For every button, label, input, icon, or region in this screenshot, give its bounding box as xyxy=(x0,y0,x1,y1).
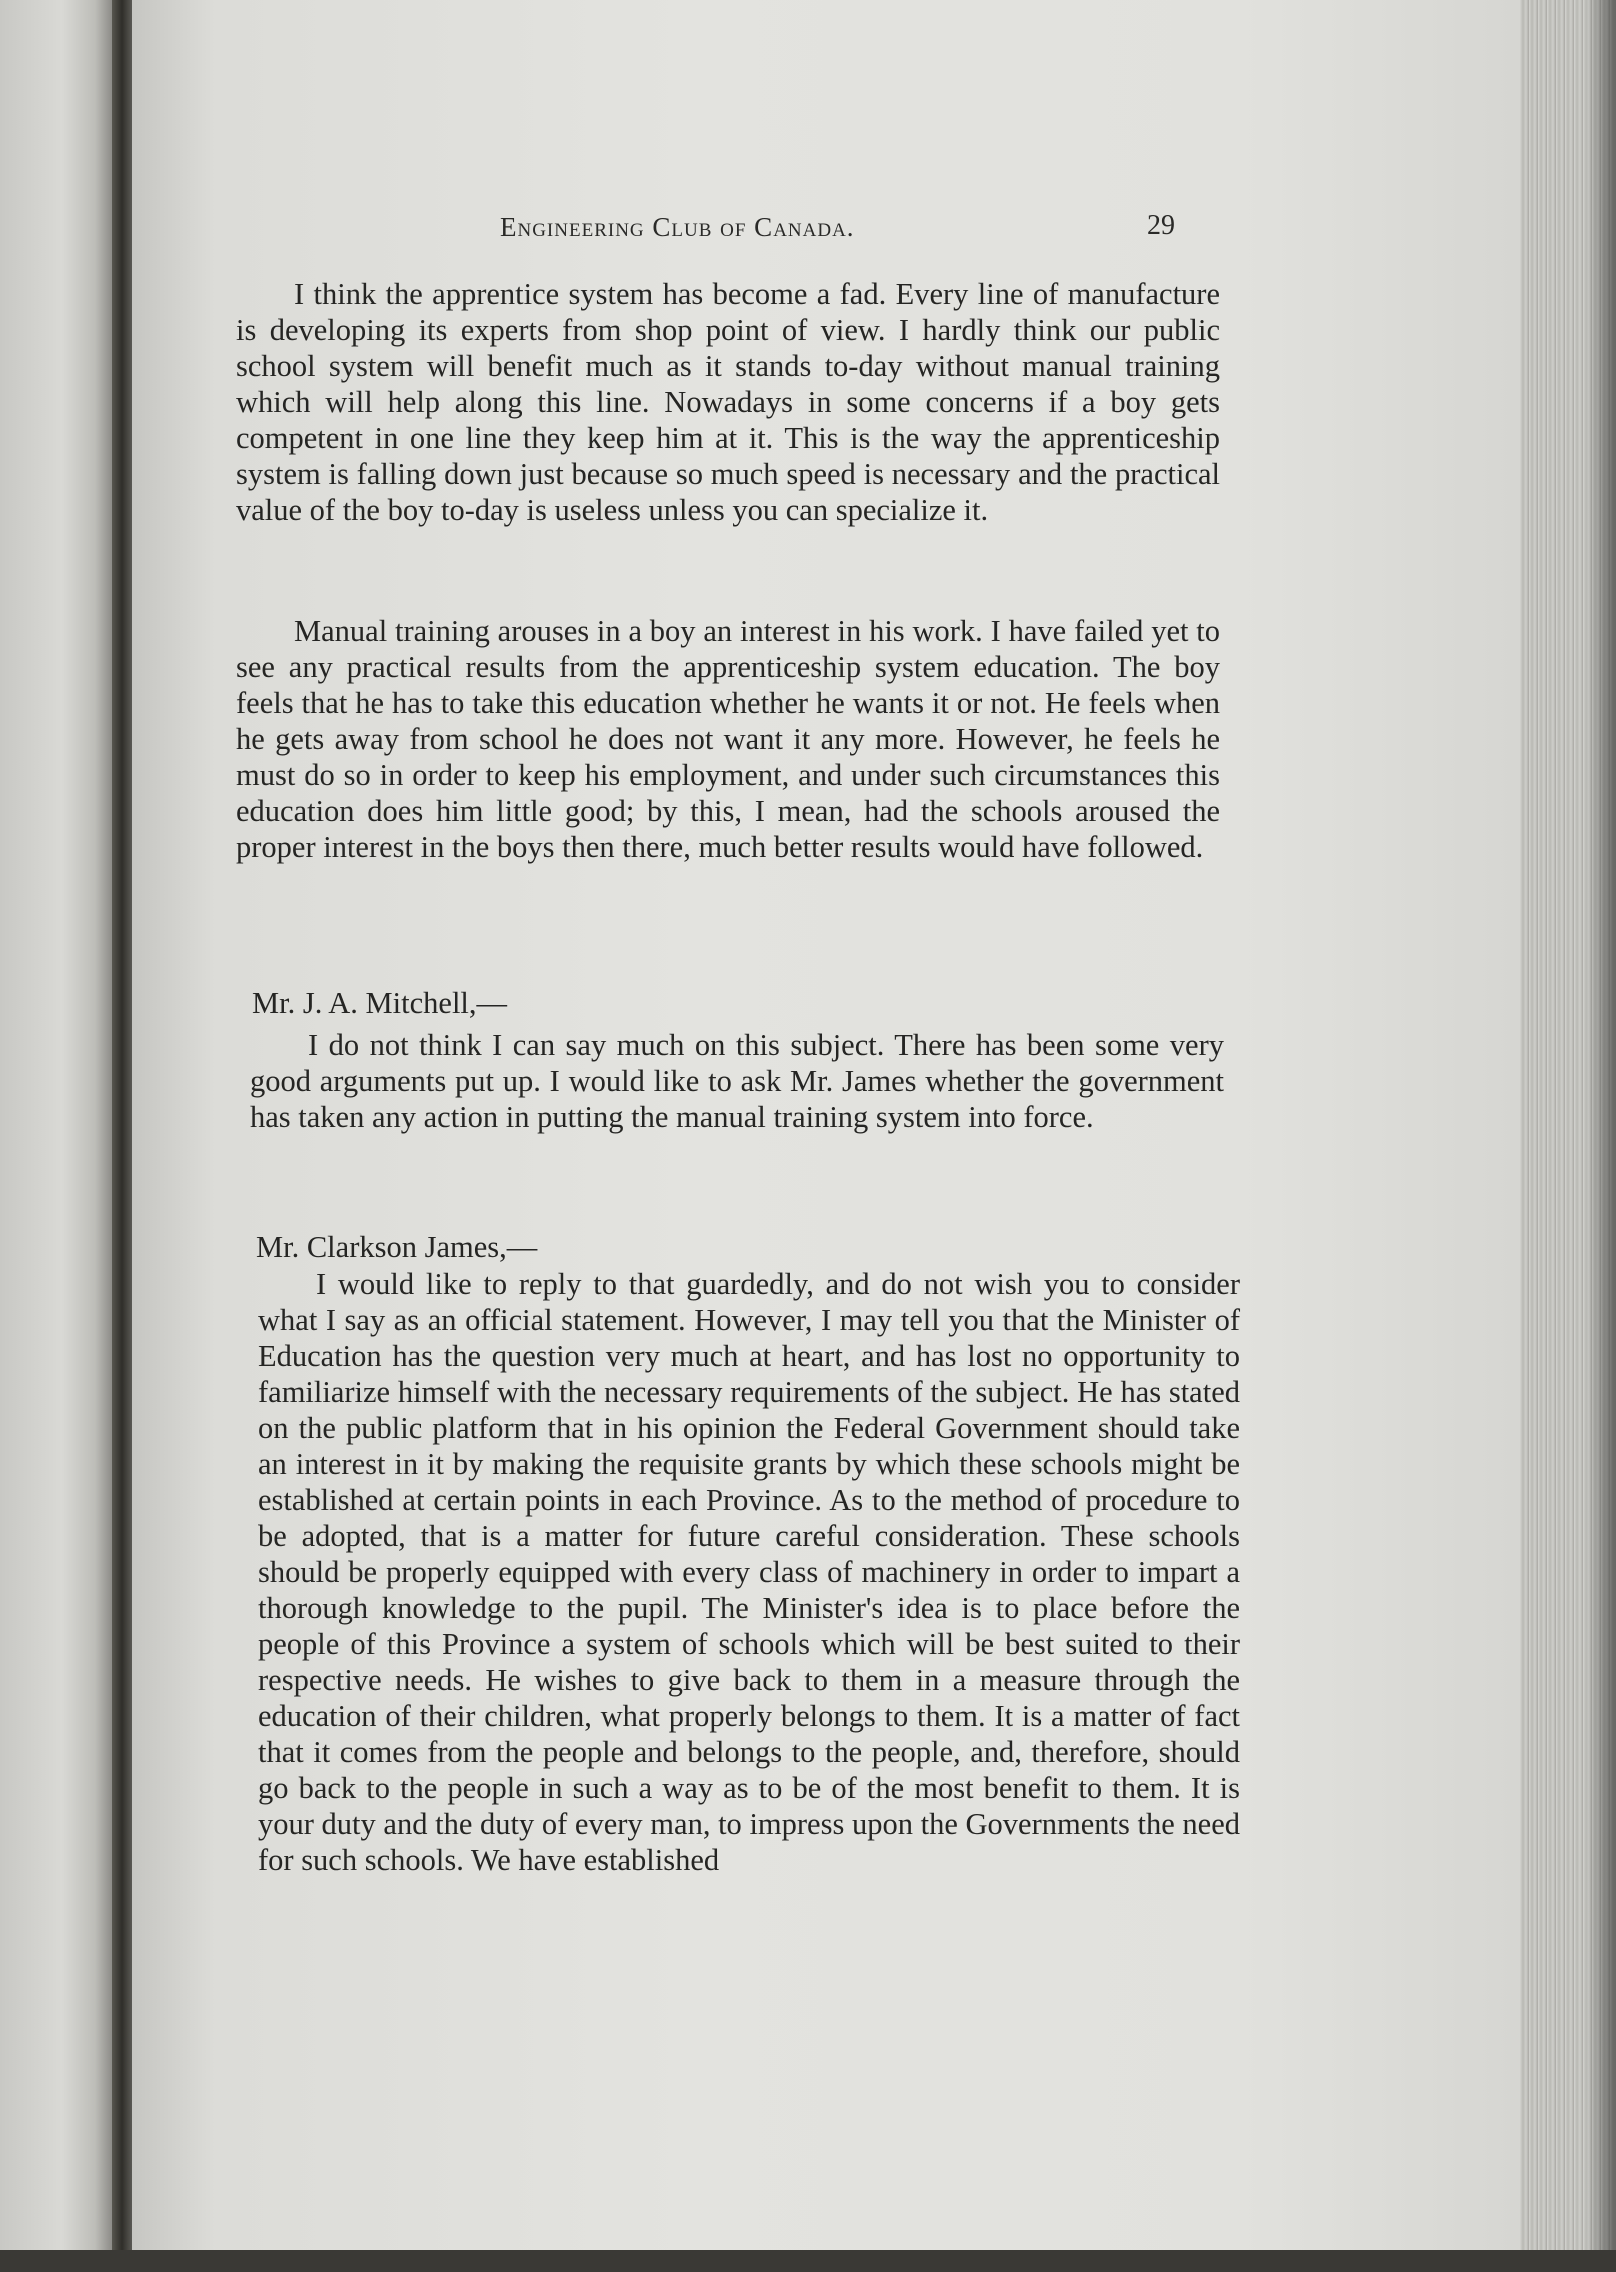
paragraph-text: I do not think I can say much on this subject. There has been some very good arguments put up. I would like to ask Mr. James whether the government has taken any action in putting the manual training system into force. xyxy=(250,1028,1224,1134)
bottom-shadow xyxy=(0,2250,1616,2272)
body-paragraph xyxy=(250,1027,1224,1135)
body-paragraph xyxy=(236,613,1220,865)
speaker-heading: Mr. J. A. Mitchell,— xyxy=(252,986,508,1020)
facing-page-edge xyxy=(0,0,112,2272)
paragraph-text: I think the apprentice system has become a fad. Every line of manufacture is developing its experts from shop point of view. I hardly think our public school system will benefit much as it stands to-day without manual training which will help along this line. Nowadays in some concerns if a boy gets competent in one line they keep him at it. This is the way the apprenticeship system is falling down just because so much speed is necessary and the practical value of the boy to-day is useless unless you can specialize it. xyxy=(236,277,1220,527)
paragraph-text: I would like to reply to that guardedly, and do not wish you to consider what I say as an official statement. However, I may tell you that the Minister of Education has the question very much at heart, and has lost no opportunity to familiarize himself with the necessary requirements of the subject. He has stated on the public platform that in his opinion the Federal Government should take an interest in it by making the requisite grants by which these schools might be established at certain points in each Province. As to the method of procedure to be adopted, that is a matter for future careful consideration. These schools should be properly equipped with every class of machinery in order to impart a thorough knowledge to the pupil. The Minister's idea is to place before the people of this Province a system of schools which will be best suited to their respective needs. He wishes to give back to them in a measure through the education of their children, what properly belongs to them. It is a matter of fact that it comes from the people and belongs to the people, and, therefore, should go back to the people in such a way as to be of the most benefit to them. It is your duty and the duty of every man, to impress upon the Governments the need for such schools. We have established xyxy=(258,1267,1240,1877)
speaker-heading: Mr. Clarkson James,— xyxy=(256,1230,538,1264)
paragraph-text: Manual training arouses in a boy an interest in his work. I have failed yet to see any practical results from the apprenticeship system education. The boy feels that he has to take this education whether he wants it or not. He feels when he gets away from school he does not want it any more. However, he feels he must do so in order to keep his employment, and under such circumstances this education does him little good; by this, I mean, had the schools aroused the proper interest in the boys then there, much better results would have followed. xyxy=(236,614,1220,864)
page-block-edges xyxy=(1520,0,1616,2272)
body-paragraph xyxy=(258,1266,1240,1878)
book-gutter xyxy=(112,0,132,2272)
body-paragraph xyxy=(236,276,1220,528)
running-head: Engineering Club of Canada. xyxy=(500,212,855,242)
page-number: 29 xyxy=(1147,210,1175,241)
